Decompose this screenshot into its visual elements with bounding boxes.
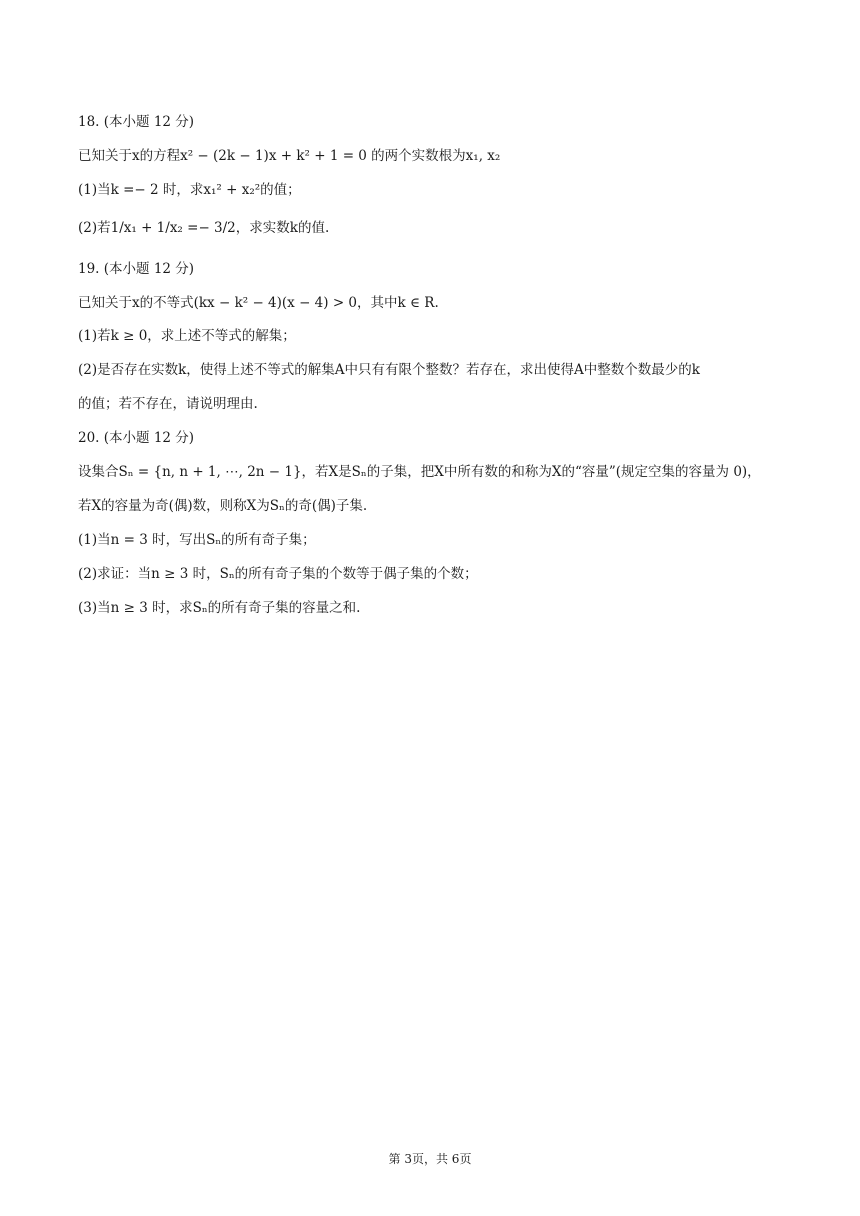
problem-20-statement: 设集合Sₙ = {n, n + 1, ⋯, 2n − 1}，若X是Sₙ的子集，把X中所有数的和称为X的“容量”(规定空集的容量为 0)， xyxy=(78,464,761,480)
problem-19-part-2-continued: 的值；若不存在，请说明理由. xyxy=(78,396,258,412)
problem-18-statement: 已知关于x的方程x² − (2k − 1)x + k² + 1 = 0 的两个实数根为x₁, x₂ xyxy=(78,148,501,164)
problem-20-statement-continued: 若X的容量为奇(偶)数，则称X为Sₙ的奇(偶)子集. xyxy=(78,498,368,514)
problem-18-part-2: (2)若1/x₁ + 1/x₂ =− 3/2，求实数k的值. xyxy=(78,220,330,236)
problem-20-part-3: (3)当n ≥ 3 时，求Sₙ的所有奇子集的容量之和. xyxy=(78,600,361,616)
problem-19-part-1: (1)若k ≥ 0，求上述不等式的解集； xyxy=(78,328,296,344)
page-number-footer: 第 3页，共 6页 xyxy=(388,1152,472,1166)
problem-20-part-2: (2)求证：当n ≥ 3 时，Sₙ的所有奇子集的个数等于偶子集的个数； xyxy=(78,566,478,582)
problem-19-statement: 已知关于x的不等式(kx − k² − 4)(x − 4) > 0，其中k ∈ R. xyxy=(78,295,439,311)
problem-18-part-1: (1)当k =− 2 时，求x₁² + x₂²的值； xyxy=(78,182,301,198)
problem-19-header: 19. (本小题 12 分) xyxy=(78,261,195,277)
problem-19-part-2: (2)是否存在实数k，使得上述不等式的解集A中只有有限个整数？若存在，求出使得A中整数个数最少的k xyxy=(78,362,700,378)
problem-18-header: 18. (本小题 12 分) xyxy=(78,114,195,130)
problem-20-header: 20. (本小题 12 分) xyxy=(78,430,195,446)
problem-20-part-1: (1)当n = 3 时，写出Sₙ的所有奇子集； xyxy=(78,532,316,548)
